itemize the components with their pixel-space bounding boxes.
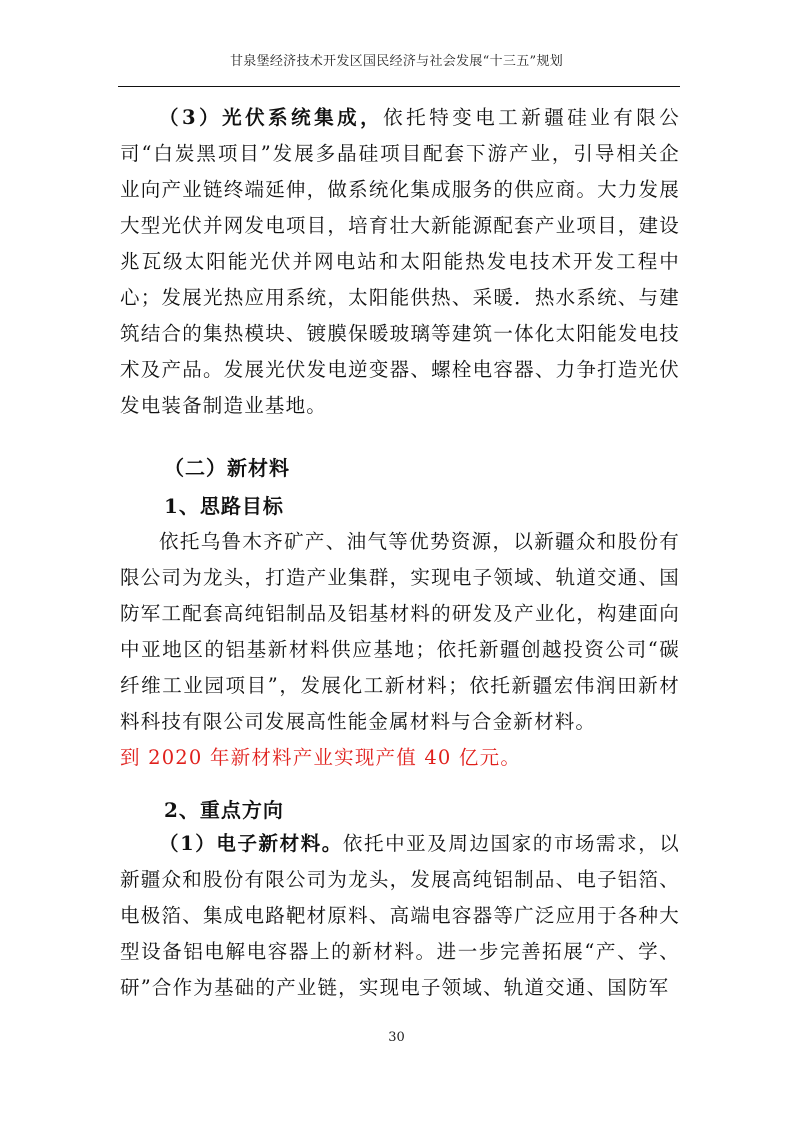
key-directions-block xyxy=(120,826,680,1006)
paragraph-electronic-materials xyxy=(120,826,680,1006)
pv-system-text: 依托特变电工新疆硅业有限公司“白炭黑项目”发展多晶硅项目配套下游产业，引导相关企业向产业链终端延伸，做系统化集成服务的供应商。大力发展大型光伏并网发电项目，培育壮大新能源配套产业项目，建设兆瓦级太阳能光伏并网电站和太阳能热发电技术开发工程中心；发展光热应用系统，太阳能供热、采暖．热水系统、与建筑结合的集热模块、镀膜保暖玻璃等建筑一体化太阳能发电技术及产品。发展光伏发电逆变器、螺栓电容器、力争打造光伏发电装备制造业基地。 xyxy=(120,106,680,417)
electronic-materials-text: 依托中亚及周边国家的市场需求，以新疆众和股份有限公司为龙头，发展高纯铝制品、电子铝箔、电极箔、集成电路靶材原料、高端电容器等广泛应用于各种大型设备铝电解电容器上的新材料。进一步完善拓展“产、学、研”合作为基础的产业链，实现电子领域、轨道交通、国防军 xyxy=(120,832,680,999)
goals-block xyxy=(120,524,680,776)
electronic-materials-lead: （1）电子新材料。 xyxy=(159,832,343,855)
paragraph-goals xyxy=(120,524,680,776)
header-divider xyxy=(118,86,680,87)
paragraph-pv-system xyxy=(120,100,680,424)
subheading-goals: 1、思路目标 xyxy=(164,494,284,518)
page-header: 甘泉堡经济技术开发区国民经济与社会发展“十三五”规划 xyxy=(229,54,564,69)
pv-system-lead: （3）光伏系统集成， xyxy=(159,106,384,129)
section-heading-new-materials: （二）新材料 xyxy=(164,456,290,480)
subheading-key-directions: 2、重点方向 xyxy=(164,798,284,822)
goals-text: 依托乌鲁木齐矿产、油气等优势资源，以新疆众和股份有限公司为龙头，打造产业集群，实现电子领域、轨道交通、国防军工配套高纯铝制品及铝基材料的研发及产业化，构建面向中亚地区的铝基新材料供应基地；依托新疆创越投资公司“碳纤维工业园项目”，发展化工新材料；依托新疆宏伟润田新材料科技有限公司发展高性能金属材料与合金新材料。 xyxy=(120,530,680,733)
section-pv-system xyxy=(120,100,680,424)
page-number: 30 xyxy=(388,1030,405,1045)
goals-target: 到 2020 年新材料产业实现产值 40 亿元。 xyxy=(120,746,522,769)
